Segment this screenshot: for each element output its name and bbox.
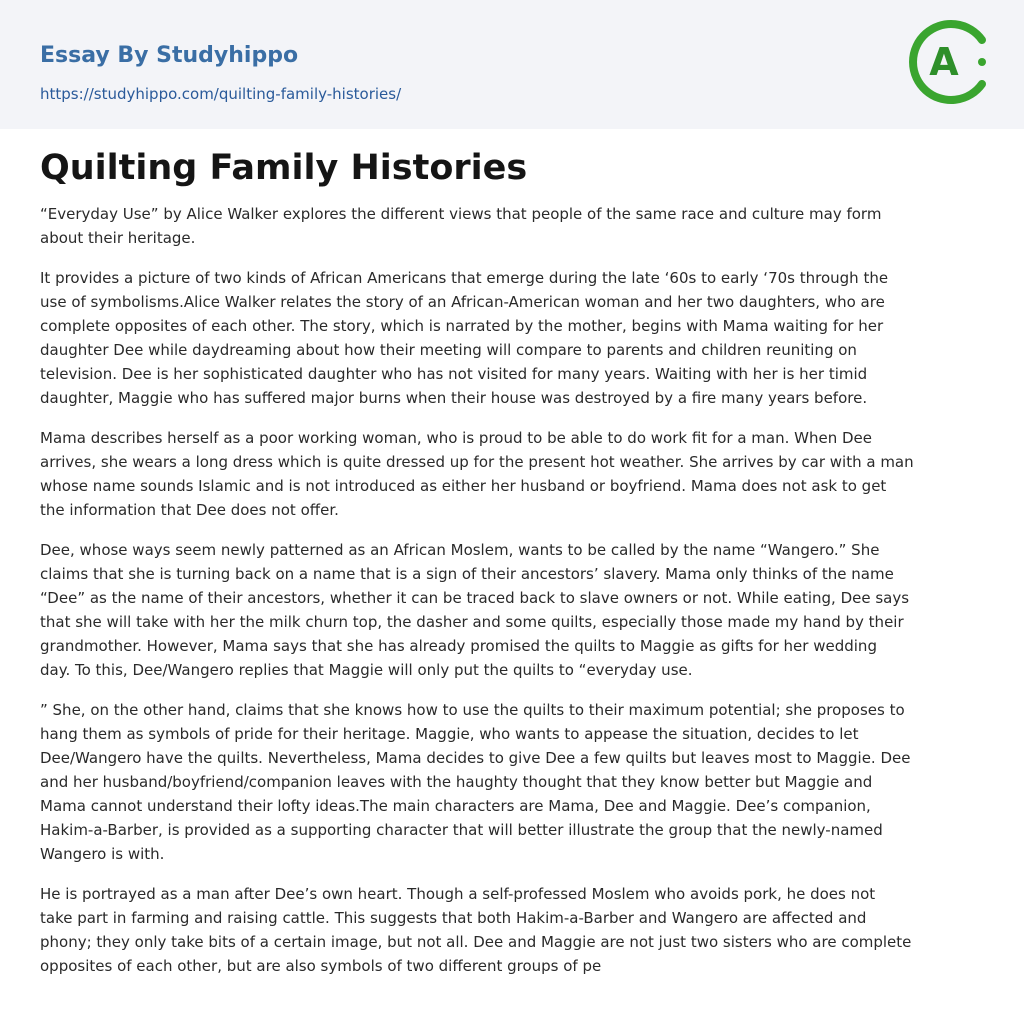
essay-paragraph: Dee, whose ways seem newly patterned as an African Moslem, wants to be called by the name “Wangero.” She claims that she is turning back on a name that is a sign of their ancestors’ slavery. Mama only thinks of the name “Dee” as the name of their ancestors, whether it can be traced back to slave owners or not. While eating, Dee says that she will take with her the milk churn top, the dasher and some quilts, especially those made my hand by their grandmother. However, Mama says that she has already promised the quilts to Maggie as gifts for her wedding day. To this, Dee/Wangero replies that Maggie will only put the quilts to “everyday use. bbox=[40, 541, 910, 679]
studyhippo-logo-icon[interactable] bbox=[904, 18, 992, 106]
essay-title: Quilting Family Histories bbox=[40, 148, 528, 188]
essay-content bbox=[40, 140, 984, 994]
essay-paragraph: Mama describes herself as a poor working woman, who is proud to be able to do work fit for a man. When Dee arrives, she wears a long dress which is quite dressed up for the present hot weather. She arrives by car with a man whose name sounds Islamic and is not introduced as either her husband or boyfriend. Mama does not ask to get the information that Dee does not offer. bbox=[40, 429, 914, 519]
logo-letter: A bbox=[929, 40, 959, 84]
page-url-link[interactable]: https://studyhippo.com/quilting-family-histories/ bbox=[40, 85, 402, 103]
essay-paragraph: He is portrayed as a man after Dee’s own heart. Though a self-professed Moslem who avoids pork, he does not take part in farming and raising cattle. This suggests that both Hakim-a-Barber and Wangero are affected and phony; they only take bits of a certain image, but not all. Dee and Maggie are not just two sisters who are complete opposites of each other, but are also symbols of two different groups of pe bbox=[40, 885, 912, 975]
essay-paragraph: It provides a picture of two kinds of African Americans that emerge during the late ‘60s to early ‘70s through the use of symbolisms.Alice Walker relates the story of an African-American woman and her two daughters, who are complete opposites of each other. The story, which is narrated by the mother, begins with Mama waiting for her daughter Dee while daydreaming about how their meeting will compare to parents and children reuniting on television. Dee is her sophisticated daughter who has not visited for many years. Waiting with her is her timid daughter, Maggie who has suffered major burns when their house was destroyed by a fire many years before. bbox=[40, 269, 889, 407]
site-title[interactable]: Essay By Studyhippo bbox=[40, 43, 299, 68]
essay-paragraph: “Everyday Use” by Alice Walker explores the different views that people of the same race and culture may form about their heritage. bbox=[40, 205, 882, 247]
site-header bbox=[0, 0, 1024, 129]
essay-paragraph: ” She, on the other hand, claims that she knows how to use the quilts to their maximum potential; she proposes to hang them as symbols of pride for their heritage. Maggie, who wants to appease the situation, decides to let Dee/Wangero have the quilts. Nevertheless, Mama decides to give Dee a few quilts but leaves most to Maggie. Dee and her husband/boyfriend/companion leaves with the haughty thought that they know better but Maggie and Mama cannot understand their lofty ideas.The main characters are Mama, Dee and Maggie. Dee’s companion, Hakim-a-Barber, is provided as a supporting character that will better illustrate the group that the newly-named Wangero is with. bbox=[40, 701, 911, 863]
